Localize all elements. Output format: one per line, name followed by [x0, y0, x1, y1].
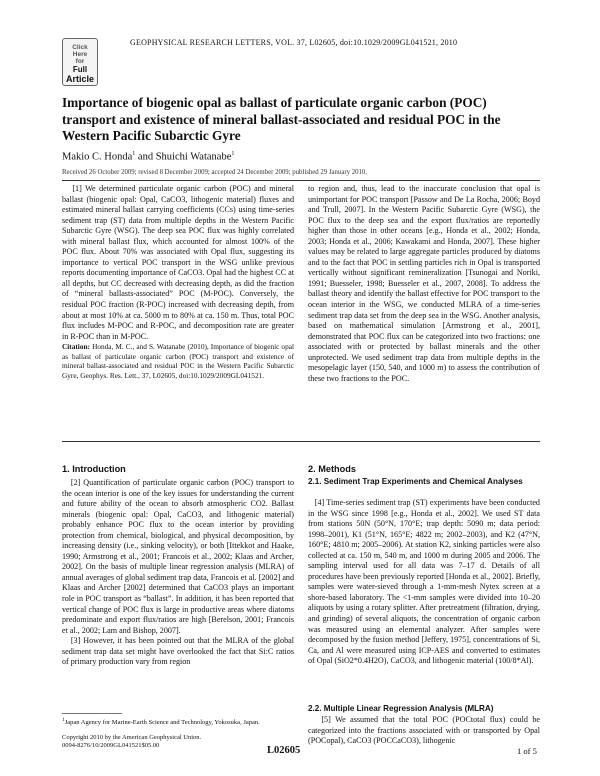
- author-name: Shuichi Watanabe: [155, 151, 232, 163]
- citation: [62, 342, 294, 380]
- paragraph-marker: [1]: [72, 184, 82, 193]
- section-heading-introduction: 1. Introduction: [62, 464, 126, 474]
- abstract-text: We determined particulate organic carbon (POC) and mineral ballast (biogenic opal: Opal, CaCO3, lithogenic material) fluxes and estimated mineral ballast carrying coefficients (CCs) using time-series sediment trap (ST) data from multiple depths in the Western Pacific Subarctic Gyre (WSG). The deep sea POC flux was highly correlated with mineral ballast flux, which accounted for almost 100% of the POC flux. About 70% was associated with Opal flux, suggesting its importance to vertical POC transport in the WSG unlike previous reports documenting importance of CaCO3. Opal had the highest CC at all depths, but CC decreased with decreasing depth, as did the fraction of “mineral ballasts-associated” POC (M-POC). Conversely, the residual POC fraction (R-POC) increased with decreasing depth, from about at most 10% at ca. 5000 m to 80% at ca. 150 m. Thus, total POC flux includes M-POC and R-POC, and decomposition rate are greater in R-POC than in M-POC.: [62, 184, 294, 341]
- publication-dates: Received 26 October 2009; revised 8 December 2009; accepted 24 December 2009; published 29 January 2010.: [62, 169, 368, 176]
- subsection-heading-sediment-trap: 2.1. Sediment Trap Experiments and Chemical Analyses: [308, 477, 523, 486]
- copyright-block: [62, 734, 294, 750]
- click-here-full-article-logo[interactable]: Click Here for Full Article: [62, 38, 98, 86]
- subsection-heading-mlra: 2.2. Multiple Linear Regression Analysis (MLRA): [308, 704, 494, 713]
- paragraph-text: Time-series sediment trap (ST) experiments have been conducted in the WSG since 1998 [e.g., Honda et al., 2002]. We used ST data from stations 50N (50°N, 170°E; trap depth: 5090 m; data period: 1998–2001), K1 (51°N, 165°E; 4822 m; 2002–2003), and K2 (47°N, 160°E; 4810 m; 2005–2006). At station K2, sinking particles were also collected at ca. 150 m, 540 m, and 1000 m during 2005 and 2006. The sampling interval used for all data was 7–17 d. Details of all procedures have been previously reported [Honda et al., 2002]. Briefly, samples were water-sieved through a 1-mm-mesh Nytex screen at a shore-based laboratory. The <1-mm samples were divided into 10–20 aliquots by using a rotary splitter. After pretreatment (filtration, drying, and grinding) of several aliquots, the concentration of organic carbon was measured using an elemental analyzer. After samples were decomposed by the fusion method [Jeffery, 1975], concentrations of Si, Ca, and Al were measured using ICP-AES and converted to estimates of Opal (SiO2*0.4H2O), CaCO3, and lithogenic material (100/8*Al).: [308, 498, 540, 666]
- issn-line: 0094-8276/10/2009GL041521$05.00: [62, 741, 160, 749]
- methods-body: [308, 498, 540, 667]
- paragraph-marker: [5]: [321, 715, 331, 724]
- intro-continuation-right: [308, 184, 540, 384]
- copyright-line: Copyright 2010 by the American Geophysical Union.: [62, 734, 202, 741]
- paragraph-text: Quantification of particulate organic carbon (POC) transport to the ocean interior is one of the key issues for understanding the current and future ability of the ocean to absorb atmospheric CO2. Ballast minerals (biogenic opal: Opal, CaCO3, and lithogenic material) probably enhance POC flux to the ocean interior by providing protection from chemical, biological, and physical decomposition, by increasing density (i.e., sinking velocity), or both [Ittekkot and Haake, 1990; Armstrong et al., 2001; Francois et al., 2002; Klaas and Archer, 2002]. On the basis of multiple linear regression analysis (MLRA) of annual averages of global sediment trap data, Francois et al. [2002] and Klaas and Archer [2002] determined that CaCO3 plays an important role in POC transport as “ballast”. In addition, it has been reported that vertical change of POC flux is large in productive areas where diatoms predominate and export flux/ratios are high [Berelson, 2001; Francois et al., 2002; Lam and Bishop, 2007].: [62, 478, 295, 635]
- methods-paragraph: [308, 715, 540, 747]
- footnote-text: Japan Agency for Marine-Earth Science and Technology, Yokosuka, Japan.: [64, 719, 260, 727]
- citation-text: Honda, M. C., and S. Watanabe (2010), Importance of biogenic opal as ballast of particulate organic carbon (POC) transport and existence of mineral ballast-associated and residual POC in the Western Pacific Subarctic Gyre, Geophys. Res. Lett., 37, L02605, doi:10.1029/2009GL041521.: [62, 342, 294, 380]
- article-title: Importance of biogenic opal as ballast of particulate organic carbon (POC) transport and existence of mineral ballast-associated and residual POC in the Western Pacific Subarctic Gyre: [62, 95, 501, 143]
- mlra-body: [308, 715, 540, 747]
- introduction-body: [62, 478, 294, 668]
- article-id-footer: L02605: [267, 745, 301, 756]
- affiliation-marker: 1: [132, 151, 136, 157]
- methods-paragraph: [308, 498, 540, 667]
- paragraph-text: We assumed that the total POC (POCtotal flux) could be categorized into the fractions associated with or transported by Opal (POCopal), CaCO3 (POCCaCO3), lithogenic: [308, 715, 540, 746]
- abstract-divider: [62, 441, 540, 442]
- section-heading-methods: 2. Methods: [308, 464, 356, 474]
- abstract: [62, 184, 294, 380]
- author-list: [62, 151, 234, 163]
- author-name: Makio C. Honda: [62, 151, 133, 163]
- page-number: 1 of 5: [517, 746, 537, 756]
- intro-paragraph: [62, 636, 294, 668]
- paragraph-marker: [4]: [314, 498, 325, 507]
- paragraph-marker: [3]: [70, 636, 81, 646]
- citation-label: Citation:: [62, 342, 90, 352]
- affiliation-marker: 1: [231, 151, 235, 157]
- abstract-paragraph: [62, 184, 294, 342]
- paragraph-text: However, it has been pointed out that the MLRA of the global sediment trap data set might have overlooked the fact that Si:C ratios of primary production vary from region: [62, 636, 294, 667]
- intro-paragraph: [62, 478, 294, 636]
- affiliation-footnote: [62, 716, 294, 728]
- header-divider: [62, 180, 540, 181]
- running-head: GEOPHYSICAL RESEARCH LETTERS, VOL. 37, L02605, doi:10.1029/2009GL041521, 2010: [130, 38, 458, 47]
- right-intro-text: to region and, thus, lead to the inaccurate conclusion that opal is unimportant for POC transport [Passow and De La Rocha, 2006; Boyd and Trull, 2007]. In the Western Pacific Subarctic Gyre (WSG), the POC flux to the deep sea and the export flux/ratios are reportedly higher than those in other oceans [e.g., Honda et al., 2002; Honda, 2003; Honda et al., 2006; Kawakami and Honda, 2007]. These higher values may be related to large aggregate particles produced by diatoms and to the fact that POC in settling particles rich in Opal is transported vertically without significant remineralization [Tsunogai and Noriki, 1991; Buesseler, 1998; Buesseler et al., 2007, 2008]. To address the ballast theory and identify the ballast effective for POC transport to the ocean interior in the WSG, we conducted MLRA of a time-series sediment trap data set from the deep sea in the WSG. Another analysis, based on mathematical simulation [Armstrong et al., 2001], demonstrated that POC flux can be categorized into two fractions: one associated with or protected by ballast minerals and the other unprotected. We used sediment trap data from multiple depths in the mesopelagic layer (150, 540, and 1000 m) to assess the contribution of these two fractions to the POC.: [308, 184, 540, 383]
- paragraph-marker: [2]: [70, 478, 81, 487]
- footnote-divider: [62, 713, 122, 714]
- author-joiner: and: [135, 151, 156, 163]
- footnote-marker: 1: [62, 717, 65, 723]
